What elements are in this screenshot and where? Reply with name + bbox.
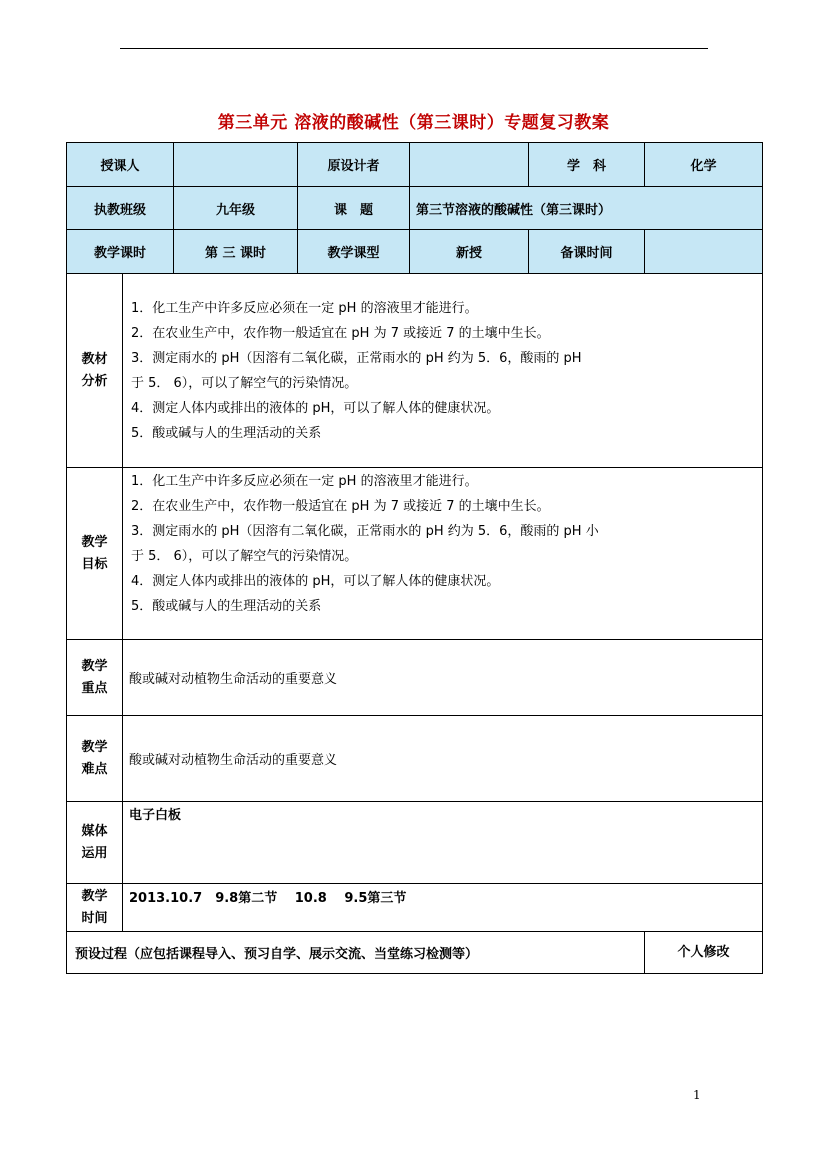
page-number: 1: [693, 1088, 701, 1102]
objectives-line: 5．酸或碱与人的生理活动的关系: [131, 599, 322, 614]
analysis-label: [67, 274, 123, 468]
objectives-row: [67, 468, 763, 640]
objectives-line: 于 5． 6），可以了解空气的污染情况。: [131, 549, 358, 564]
class-value: 九年级: [174, 187, 298, 230]
process-label: 预设过程（应包括课程导入、预习自学、展示交流、当堂练习检测等）: [67, 932, 645, 974]
class-label: 执教班级: [67, 187, 174, 230]
topic-value: 第三节溶液的酸碱性（第三课时）: [410, 187, 763, 230]
schedule-label: [67, 884, 123, 932]
objectives-line: 1．化工生产中许多反应必须在一定 pH 的溶液里才能进行。: [131, 474, 478, 489]
media-row: [67, 802, 763, 884]
designer-value: [410, 143, 529, 187]
type-label: 教学课型: [298, 230, 410, 274]
schedule-label-line-1: 教学: [81, 888, 108, 904]
header-row-2: [67, 187, 763, 230]
objectives-label-line-2: 目标: [81, 556, 108, 572]
schedule-label-line-2: 时间: [81, 910, 108, 926]
analysis-line: 1．化工生产中许多反应必须在一定 pH 的溶液里才能进行。: [131, 300, 478, 316]
key-points-label: [67, 640, 123, 716]
analysis-line: 5．酸或碱与人的生理活动的关系: [131, 425, 322, 441]
difficulties-row: [67, 716, 763, 802]
teacher-label: 授课人: [67, 143, 174, 187]
objectives-line: 4．测定人体内或排出的液体的 pH，可以了解人体的健康状况。: [131, 574, 500, 589]
schedule-content: 2013.10.7 9.8第二节 10.8 9.5第三节: [123, 884, 763, 932]
subject-value: 化学: [645, 143, 763, 187]
difficulties-label-line-2: 难点: [81, 761, 108, 777]
analysis-content: [123, 274, 763, 468]
key-points-label-line-2: 重点: [81, 680, 108, 696]
media-label: [67, 802, 123, 884]
key-points-content: 酸或碱对动植物生命活动的重要意义: [123, 640, 763, 716]
difficulties-label-line-1: 教学: [81, 739, 108, 755]
key-points-label-line-1: 教学: [81, 658, 108, 674]
objectives-content: [123, 468, 763, 640]
media-label-line-1: 媒体: [81, 823, 108, 839]
page-title: [0, 108, 827, 133]
schedule-row: [67, 884, 763, 932]
media-label-line-2: 运用: [81, 845, 108, 861]
media-content: 电子白板: [123, 802, 763, 884]
header-rule: [120, 48, 708, 49]
header-row-3: [67, 230, 763, 274]
key-points-row: [67, 640, 763, 716]
objectives-label-line-1: 教学: [81, 534, 108, 550]
hours-value: 第 三 课时: [174, 230, 298, 274]
hours-label: 教学课时: [67, 230, 174, 274]
analysis-line: 2．在农业生产中，农作物一般适宜在 pH 为 7 或接近 7 的土壤中生长。: [131, 325, 550, 341]
teacher-value: [174, 143, 298, 187]
designer-label: 原设计者: [298, 143, 410, 187]
topic-label: 课 题: [298, 187, 410, 230]
analysis-label-line-2: 分析: [81, 373, 108, 389]
analysis-line: 3．测定雨水的 pH（因溶有二氧化碳，正常雨水的 pH 约为 5．6，酸雨的 pH: [131, 350, 582, 366]
objectives-line: 3．测定雨水的 pH（因溶有二氧化碳，正常雨水的 pH 约为 5．6，酸雨的 pH 小: [131, 524, 599, 539]
header-row-1: [67, 143, 763, 187]
analysis-row: [67, 274, 763, 468]
subject-label: 学 科: [529, 143, 645, 187]
title-unit: 第三单元: [217, 113, 288, 133]
objectives-line: 2．在农业生产中，农作物一般适宜在 pH 为 7 或接近 7 的土壤中生长。: [131, 499, 550, 514]
footer-row: [67, 932, 763, 974]
lesson-plan-table: [66, 142, 763, 974]
type-value: 新授: [410, 230, 529, 274]
title-topic: 溶液的酸碱性（第三课时）专题复习教案: [294, 113, 610, 133]
difficulties-content: 酸或碱对动植物生命活动的重要意义: [123, 716, 763, 802]
objectives-label: [67, 468, 123, 640]
revision-label: 个人修改: [645, 932, 763, 974]
difficulties-label: [67, 716, 123, 802]
analysis-line: 4．测定人体内或排出的液体的 pH，可以了解人体的健康状况。: [131, 400, 500, 416]
prep-value: [645, 230, 763, 274]
analysis-label-line-1: 教材: [81, 351, 108, 367]
analysis-line: 于 5． 6），可以了解空气的污染情况。: [131, 375, 358, 391]
prep-label: 备课时间: [529, 230, 645, 274]
